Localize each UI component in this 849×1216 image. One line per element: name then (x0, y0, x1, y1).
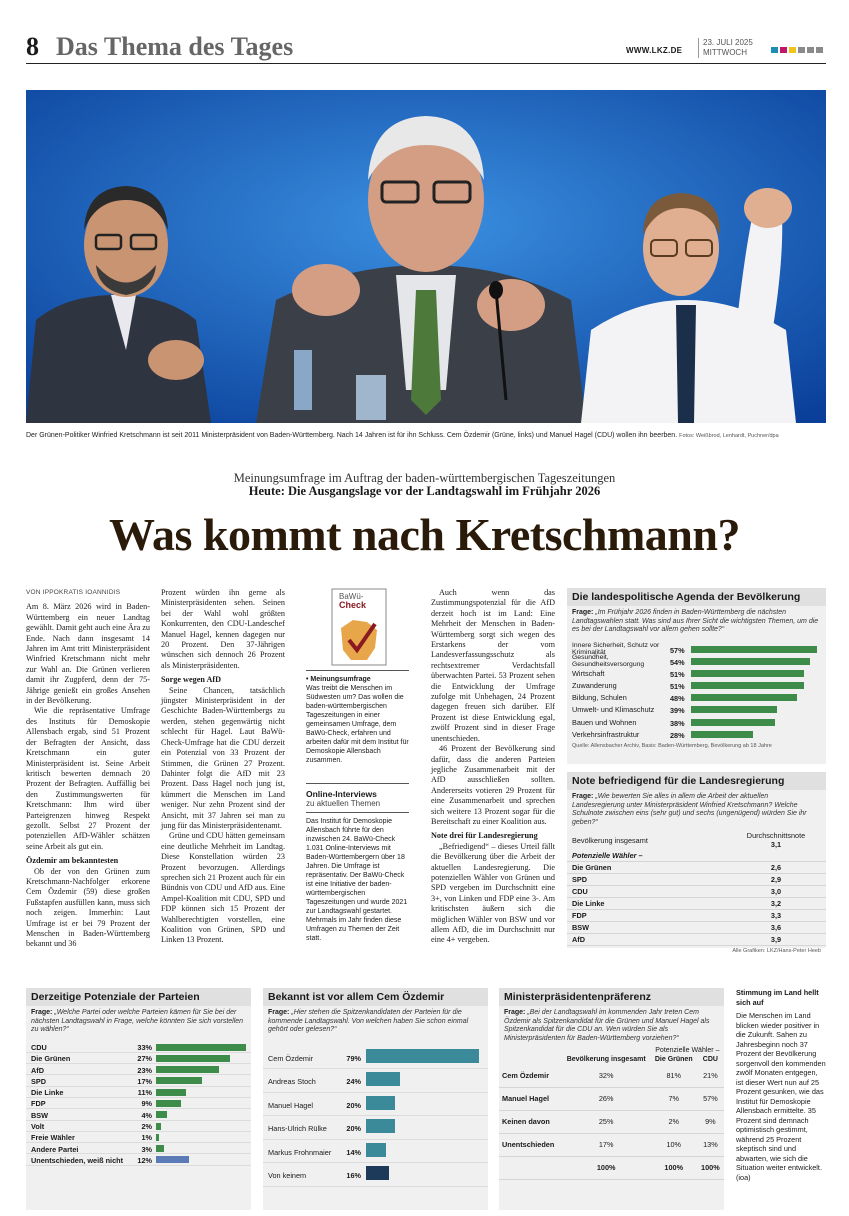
color-square (780, 47, 787, 53)
table-cell (499, 1156, 562, 1179)
sidebar-subheading: zu aktuellen Themen (306, 799, 381, 808)
divider (306, 670, 409, 671)
agenda-row (567, 704, 826, 716)
row-label: BSW (31, 1110, 49, 1120)
row-label: Freie Wähler (31, 1133, 75, 1143)
bar (691, 694, 797, 701)
row-label: Von keinem (268, 1171, 307, 1180)
table-row (499, 1110, 724, 1133)
row-label: CDU (31, 1043, 47, 1052)
row-label: Wirtschaft (572, 668, 605, 678)
table-cell: Manuel Hagel (499, 1087, 562, 1110)
mp-table (499, 1046, 724, 1180)
sidebar-text: Das Institut für Demoskopie Allensbach führte für den inzwischen 24. BaWü-Check 1.031 Online-Interviews mit Baden-Württembergern über 18 Jahren. Die Umfrage ist repräsentativ. Der BaWü-Check ist eine Initiative der baden-württembergischen Tageszeitungen und wurde 2021 zur Landtagswahl gestartet. Mehrmals im Jahr finden diese Umfragen zu Themen der Zeit statt. (306, 818, 408, 942)
row-label: Zuwanderung (572, 681, 617, 691)
bar (366, 1143, 386, 1157)
paragraph: „Befriedigend“ – dieses Urteil fällt die Bevölkerung über die Arbeit der aktuellen Landesregierung. Die potenziellen Wähler von Grünen und SPD vergeben im Durchschnitt eine 3+, von Linken und FDP eine 3-. Am kritischsten äußern sich die möglichen Wähler von BSW und vor allem AfD, die im Durchschnitt nur eine 4+ vergeben. (431, 841, 555, 945)
bar (156, 1111, 167, 1118)
table-row (567, 934, 826, 946)
table-cell: 2,9 (726, 874, 826, 886)
chart-question (567, 606, 826, 638)
table-header: Bevölkerung insgesamt (566, 1056, 646, 1063)
note-rows (567, 862, 826, 946)
chart-title: Derzeitige Potenziale der Parteien (26, 988, 251, 1006)
table-cell: 3,2 (726, 898, 826, 910)
row-value: 12% (137, 1155, 152, 1165)
photo-caption (26, 432, 836, 439)
column-heading: Stimmung im Land hellt sich auf (736, 988, 819, 1007)
table-row (567, 898, 826, 910)
row-label: Verkehrsinfrastruktur (572, 729, 640, 739)
row-label: Unentschieden, weiß nicht (31, 1155, 124, 1165)
column-text: Die Menschen im Land blicken wieder positiver in die Zukunft. Sahen zu Jahresbeginn noch 37 Prozent der Bevölkerung sorgenvoll den kommenden zwölf Monaten entgegen, ist dieser Wert nun auf 25 Prozent gesunken, wie das Institut für Demoskopie Allensbach ermittelte. 35 Prozent sind demnach optimistisch gestimmt, während 25 Prozent skeptisch sind und abwarten, wie sich die Situation weiter entwickelt. (ioa) (736, 1011, 826, 1182)
row-value: 23% (137, 1065, 152, 1075)
row-label: FDP (31, 1099, 46, 1109)
potenziale-chart (26, 988, 251, 1210)
table-row (567, 862, 826, 874)
bar (691, 646, 817, 653)
table-cell: Die Linke (567, 898, 726, 910)
table-row (499, 1087, 724, 1110)
table-cell: 57% (697, 1087, 724, 1110)
mp-table-box (499, 988, 724, 1210)
pot-row (26, 1064, 251, 1075)
paragraph: Am 8. März 2026 wird in Baden-Württemberg ein neuer Landtag gewählt. Damit geht auch eine Ära zu Ende. Nach dann insgesamt 14 Jahren im Amt tritt Ministerpräsident Winfried Kretschmann nicht mehr zur Wahl an. Die Grünen verlieren damit ihr Zugpferd, denn der 75-Jährige genießt ein großes Ansehen in der Bevölkerung. (26, 602, 150, 706)
graphics-credit: Alle Grafiken: LKZ/Hans-Peter Heeb (732, 948, 821, 954)
byline: VON IPPOKRATIS IOANNIDIS (26, 589, 121, 596)
table-row (499, 1156, 724, 1179)
row-value: 51% (670, 669, 685, 679)
table-cell: 9% (697, 1110, 724, 1133)
chart-title: Die landespolitische Agenda der Bevölkerung (567, 588, 826, 606)
row-label: Bauen und Wohnen (572, 717, 637, 727)
row-value: 1% (141, 1133, 152, 1143)
color-square (771, 47, 778, 53)
oz-row (263, 1140, 488, 1164)
row-value: 20% (346, 1124, 361, 1133)
row-value: 11% (137, 1088, 152, 1098)
table-cell: 10% (651, 1133, 697, 1156)
row-label: Andere Partei (31, 1144, 79, 1154)
chart-title: Note befriedigend für die Landesregierung (567, 772, 826, 790)
table-header-row (567, 830, 826, 850)
bar (366, 1072, 400, 1086)
paragraph: Seine Chancen, tatsächlich jüngster Ministerpräsident in der Geschichte Baden-Württembergs zu werden, stehen gegenwärtig nicht schlecht für Hagel. Laut BaWü-Check-Umfrage hat die CDU derzeit ein Potenzial von 33 Prozent der Stimmen, die Grünen 27 Prozent. Dahinter folgt die AfD mit 23 Prozent. Dass Hagel noch jung ist, kümmert die Menschen im Land weniger. Nur zehn Prozent sind der Ansicht, mit 37 Jahren sei man zu jung für das Ministerpräsidentenamt. (161, 685, 285, 830)
agenda-row (567, 692, 826, 704)
row-value: 54% (670, 657, 685, 667)
article-column-4 (431, 588, 555, 946)
row-value: 39% (670, 706, 685, 716)
row-value: 24% (346, 1077, 361, 1086)
paragraph: 46 Prozent der Bevölkerung sind dafür, dass die anderen Parteien jegliche Zusammenarbeit mit der AfD ausschließen sollten. Andererseits votieren 29 Prozent für eine Zusammenarbeit und sprechen sich weitere 13 Prozent sogar für die Bereitschaft zu einer Koalition aus. (431, 744, 555, 826)
page-number: 8 (26, 32, 39, 61)
row-label: Gesundheit, Gesundheitsversorgung (572, 653, 645, 668)
table-cell: AfD (567, 934, 726, 946)
pot-row (26, 1098, 251, 1109)
frage-text: „Hier stehen die Spitzenkandidaten der Parteien für die kommende Landtagswahl. Von welchen haben Sie schon einmal gehört oder gelesen?“ (268, 1009, 469, 1033)
table-header: Potenzielle Wähler – (655, 1047, 720, 1054)
headline: Was kommt nach Kretschmann? (109, 509, 740, 560)
oz-row (263, 1046, 488, 1070)
table-header: Die Grünen (654, 1056, 693, 1063)
row-value: 28% (670, 730, 685, 740)
agenda-row (567, 680, 826, 692)
bar (691, 719, 775, 726)
row-value: 48% (670, 694, 685, 704)
table-cell: 25% (562, 1110, 651, 1133)
row-label: Volt (31, 1122, 45, 1132)
stimmung-column (736, 988, 826, 1182)
table-cell: 13% (697, 1133, 724, 1156)
color-squares (771, 47, 823, 53)
chart-question (567, 790, 826, 830)
table-header: CDU (702, 1056, 718, 1063)
frage-label: Frage: (572, 793, 594, 800)
table-cell: 17% (562, 1133, 651, 1156)
table-cell: 100% (651, 1156, 697, 1179)
table-header-row (499, 1046, 724, 1055)
row-value: 27% (137, 1054, 152, 1064)
row-value: 33% (137, 1043, 152, 1052)
row-label: Die Linke (31, 1088, 64, 1098)
bar (156, 1100, 181, 1107)
oezdemir-chart (263, 988, 488, 1210)
row-label: Die Grünen (31, 1054, 71, 1064)
table-cell: Cem Özdemir (499, 1064, 562, 1087)
chart-question (263, 1006, 488, 1038)
table-header (499, 1055, 562, 1064)
table-row (567, 850, 826, 862)
oz-row (263, 1069, 488, 1093)
date: 23. JULI 2025 (703, 38, 753, 47)
pot-row (26, 1087, 251, 1098)
table-cell: 81% (651, 1064, 697, 1087)
paragraph: Grüne und CDU hätten gemeinsam eine deutliche Mehrheit im Landtag. Diese Konstellation würden 23 Prozent bevorzugen. Allerdings sprechen sich 21 Prozent auch für ein Bündnis von CDU und AfD aus. Eine Ampel-Koalition mit CDU, SPD und FDP können sich 15 Prozent der Wahlberechtigten vorstellen, eine Koalition von Grünen, SPD und Linken 13 Prozent. (161, 831, 285, 945)
table-cell: 3,0 (726, 886, 826, 898)
bar (156, 1044, 246, 1051)
bar (156, 1123, 161, 1130)
chart-question (26, 1006, 251, 1038)
table-cell: 3,9 (726, 934, 826, 946)
frage-label: Frage: (572, 609, 594, 616)
subheading: Özdemir am bekanntesten (26, 856, 119, 866)
row-value: 9% (141, 1099, 152, 1109)
paragraph: Auch wenn das Zustimmungspotenzial für die AfD derzeit hoch ist im Land: Eine Mehrheit der Menschen in Baden-Württemberg sorgt sich wegen des Erstarkens der vom Landesverfassungsschutz als rechtsextremer Verdachtsfall überwachten Partei. 53 Prozent sehen die Entwicklung der Umfrage zufolge mit Unbehagen, 24 Prozent dagegen freuen sich darüber. Elf Prozent ist diese Entwicklung egal, zwölf Prozent sind in dieser Frage unentschieden. (431, 588, 555, 743)
bar (691, 706, 777, 713)
agenda-chart (567, 588, 826, 764)
row-label: SPD (31, 1076, 47, 1086)
color-square (789, 47, 796, 53)
pot-row (26, 1154, 251, 1165)
sidebar-heading: Online-Interviews (306, 789, 377, 799)
color-square (798, 47, 805, 53)
bawu-check-logo (331, 588, 387, 666)
row-label: Umwelt- und Klimaschutz (572, 705, 655, 715)
table-cell: FDP (567, 910, 726, 922)
table-cell: 26% (562, 1087, 651, 1110)
weekday: MITTWOCH (703, 48, 747, 57)
hero-photo (26, 90, 826, 423)
paragraph: Prozent würden ihn gerne als Ministerpräsidenten sehen. Seinen bei der Wahl wohl größten Konkurrenten, den CDU-Landeschef Manuel Hagel, kennen dagegen nur 20 Prozent. Den 37-Jährigen wünschen sich dennoch 26 Prozent als Ministerpräsidenten. (161, 588, 285, 670)
group-label: Potenzielle Wähler – (567, 850, 726, 862)
bar (156, 1055, 230, 1062)
note-chart (567, 772, 826, 954)
logo-line-2: Check (339, 600, 367, 610)
bar (156, 1156, 189, 1163)
frage-text: „Welche Partei oder welche Parteien kämen für Sie bei der nächsten Landtagswahl in Frage, welche könnten Sie sich vorstellen zu wählen?“ (31, 1009, 244, 1033)
bar (366, 1166, 389, 1180)
row-value: 38% (670, 718, 685, 728)
bar (156, 1134, 159, 1141)
row-value: 17% (137, 1076, 152, 1086)
table-row (499, 1133, 724, 1156)
caption-text: Der Grünen-Politiker Winfried Kretschmann ist seit 2011 Ministerpräsident von Baden-Württemberg. Nach 14 Jahren ist für ihn Schluss. Cem Özdemir (Grüne, links) und Manuel Hagel (CDU) wollen ihn beerben. (26, 432, 678, 439)
frage-text: „Wie bewerten Sie alles in allem die Arbeit der aktuellen Landesregierung unter Ministerpräsident Winfried Kretschmann? Welche Schulnote zwischen eins (sehr gut) und sechs (ungenügend) würden Sie ihr geben?“ (572, 793, 807, 826)
paragraph: Ob der von den Grünen zum Kretschmann-Nachfolger erkorene Cem Özdemir (59) diese großen Fußstapfen ausfüllen kann, muss sich noch zeigen. Immerhin: Laut Umfrage ist er bei 79 Prozent der Menschen in Baden-Württemberg bekannt und 36 (26, 866, 150, 949)
frage-text: „Bei der Landtagswahl im kommenden Jahr treten Cem Özdemir als Spitzenkandidat für die Grünen und Manuel Hagel als Spitzenkandidat für die CDU an. Wen würden Sie als Ministerpräsidenten für Baden-Württemberg vorziehen?“ (504, 1009, 710, 1042)
table-row (499, 1064, 724, 1087)
row-value: 14% (346, 1147, 361, 1157)
row-value: 57% (670, 645, 685, 655)
table-cell: 21% (697, 1064, 724, 1087)
page-header (26, 30, 826, 64)
table-cell: 3,6 (726, 922, 826, 934)
divider (306, 783, 409, 784)
agenda-row (567, 729, 826, 741)
frage-label: Frage: (31, 1009, 53, 1016)
pot-row (26, 1109, 251, 1120)
sidebar-heading-text: Meinungsumfrage (310, 676, 371, 683)
table-cell: BSW (567, 922, 726, 934)
color-square (807, 47, 814, 53)
oz-row (263, 1163, 488, 1187)
bar (691, 682, 804, 689)
table-cell: 100% (562, 1156, 651, 1179)
bar (366, 1119, 395, 1133)
table-cell: CDU (567, 886, 726, 898)
article-column-2 (161, 588, 285, 946)
bar (691, 670, 804, 677)
pot-row (26, 1132, 251, 1143)
agenda-row (567, 717, 826, 729)
row-value: 2% (141, 1122, 152, 1132)
potenziale-rows (26, 1042, 251, 1166)
date-block (698, 38, 753, 58)
row-label: Bildung, Schulen (572, 693, 627, 703)
bar (156, 1066, 219, 1073)
site-url[interactable]: WWW.LKZ.DE (626, 46, 683, 55)
oz-row (263, 1116, 488, 1140)
table-cell (726, 850, 826, 862)
sidebar-heading: • Meinungsumfrage (306, 676, 371, 683)
pot-row (26, 1121, 251, 1132)
bar (156, 1077, 202, 1084)
info-sidebar (306, 588, 409, 943)
oezdemir-rows (263, 1046, 488, 1187)
color-square (816, 47, 823, 53)
table-row (567, 886, 826, 898)
divider (306, 812, 409, 813)
table-row (567, 922, 826, 934)
bar (366, 1096, 395, 1110)
row-label: Hans-Ulrich Rülke (268, 1124, 327, 1133)
chart-title: Bekannt ist vor allem Cem Özdemir (263, 988, 488, 1006)
hero-photo-illustration (26, 90, 826, 423)
row-label: Manuel Hagel (268, 1100, 314, 1110)
bar (366, 1049, 479, 1063)
table-cell: 2% (651, 1110, 697, 1133)
table-header (726, 830, 826, 850)
pot-row (26, 1143, 251, 1154)
table-row (567, 910, 826, 922)
photo-credit: Fotos: Weißbrod, Lenhardt, Puchner/dpa (679, 433, 779, 439)
row-label: Innere Sicherheit, Schutz vor Kriminalität (572, 641, 660, 656)
row-label: Cem Özdemir (268, 1053, 314, 1063)
bar (156, 1089, 186, 1096)
agenda-rows (567, 641, 826, 742)
logo-line-1: BaWü- (339, 592, 364, 601)
chart-source: Quelle: Allensbacher Archiv, Basis: Baden-Württemberg, Bevölkerung ab 18 Jahre (572, 743, 772, 749)
paragraph: Wie die repräsentative Umfrage des Instituts für Demoskopie Allensbach ergab, sind 51 Prozent der Befragten der Ansicht, dass Kretschmann ein guter Ministerpräsident ist. Seine Arbeit kritisch bewerten demnach 20 Prozent der Befragten. Auffällig bei den Zustimmungswerten für Kretschmann: Ihm wird über Parteigrenzen hinweg Respekt gezollt. Selbst 27 Prozent der potenziellen AfD-Wähler schätzen seine Arbeit als gut ein. (26, 706, 150, 851)
agenda-row (567, 668, 826, 680)
table-cell: SPD (567, 874, 726, 886)
frage-label: Frage: (504, 1009, 526, 1016)
row-value: 79% (346, 1053, 361, 1063)
table-row (567, 874, 826, 886)
bar (156, 1145, 164, 1152)
frage-text: „Im Frühjahr 2026 finden in Baden-Württemberg die nächsten Landtagswahlen statt. Was sind aus Ihrer Sicht die wichtigsten Themen, um die es bei der Landtagswahl vor allem gehen sollte?“ (572, 609, 819, 633)
sidebar-text: Was treibt die Menschen im Südwesten um? Das wollen die baden-württembergischen Tageszeitungen in einer gemeinsamen Umfrage, dem BaWü-Check, erfahren und arbeiten dafür mit dem Institut für Demoskopie Allensbach zusammen. (306, 685, 409, 764)
bar (691, 658, 810, 665)
subheading: Sorge wegen AfD (161, 675, 222, 685)
subheading: Note drei für Landesregierung (431, 831, 538, 841)
table-cell: 100% (697, 1156, 724, 1179)
row-label: Andreas Stoch (268, 1077, 316, 1086)
row-value: 20% (346, 1100, 361, 1110)
chart-question (499, 1006, 724, 1046)
col-header: Durchschnittsnote (746, 831, 806, 840)
table-cell: Bevölkerung insgesamt (572, 835, 648, 845)
note-table (567, 830, 826, 946)
subheadline: Heute: Die Ausgangslage vor der Landtagswahl im Frühjahr 2026 (248, 484, 601, 498)
table-cell: 32% (562, 1064, 651, 1087)
pot-row (26, 1042, 251, 1053)
section-title: Das Thema des Tages (56, 32, 294, 61)
frage-label: Frage: (268, 1009, 290, 1016)
agenda-row (567, 653, 826, 668)
article-column-1 (26, 588, 150, 950)
table-cell: 2,6 (726, 862, 826, 874)
row-value: 4% (141, 1110, 152, 1120)
pot-row (26, 1053, 251, 1064)
row-value: 16% (346, 1171, 361, 1180)
table-cell: 7% (651, 1087, 697, 1110)
bar (691, 731, 753, 738)
oz-row (263, 1093, 488, 1117)
row-value: 51% (670, 682, 685, 692)
table-cell: Keinen davon (499, 1110, 562, 1133)
kicker: Meinungsumfrage im Auftrag der baden-württembergischen Tageszeitungen (233, 471, 616, 485)
chart-title: Ministerpräsidentenpräferenz (499, 988, 724, 1006)
row-value: 3% (141, 1144, 152, 1154)
total-value: 3,1 (770, 840, 782, 849)
mp-rows (499, 1064, 724, 1156)
pot-row (26, 1075, 251, 1086)
row-label: Markus Frohnmaier (268, 1147, 332, 1157)
table-cell: Die Grünen (567, 862, 726, 874)
row-label: AfD (31, 1065, 44, 1075)
table-cell: Unentschieden (499, 1133, 562, 1156)
table-header (499, 1046, 562, 1055)
table-cell: 3,3 (726, 910, 826, 922)
